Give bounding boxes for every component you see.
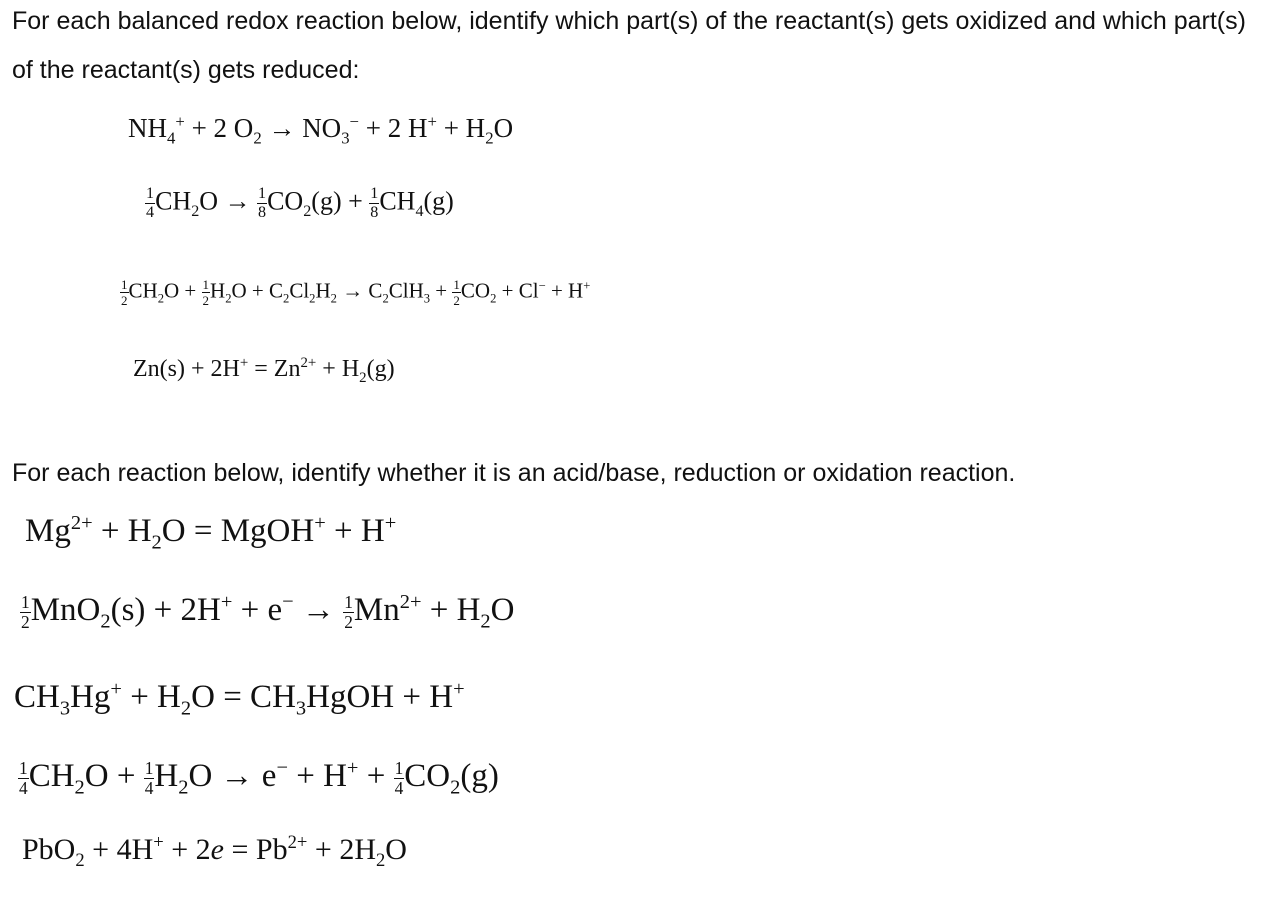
equation-formaldehyde-oxidation: $\frac{1}{4}$ $CH_2O$ + $\frac{1}{4}$ $H_2O \to e^- + H^+$ + $\frac{1}{4}$ $CO_2(g)$ — [19, 757, 499, 799]
equation-zinc-dissolution: $Zn(s) + 2H^+ = Zn^{2+} + H_2(g)$ — [133, 355, 395, 386]
classify-instructions: For each reaction below, identify whether it is an acid/base, reduction or oxidation reaction. — [12, 459, 1016, 487]
equation-lead-dioxide-reduction: $PbO_2 + 4H^+ + 2e = Pb^{2+} + 2H_2O$ — [22, 832, 407, 871]
equation-methylmercury-hydrolysis: $CH_3Hg^+ + H_2O$ = $CH_3HgOH + H^+$ — [14, 678, 465, 720]
equation-reductive-dechlorination: $\frac{1}{2}$ $CH_2O$ + $\frac{1}{2}$ $H_2O + C_2Cl_2H_2 \to C_2ClH_3$ + $\frac{1}{2}$ $CO_2 + Cl^- + H^+$ — [121, 277, 591, 309]
equation-manganese-reduction: $\frac{1}{2}$ MnO$_2$(s) + 2H+ + e− → $\frac{1}{2}$ $Mn^{2+} + H_2O$ — [21, 591, 515, 633]
equation-methanogenesis: $\frac{1}{4}$ $CH_2O$ → $\frac{1}{8}$ $CO_2(g)$ + $\frac{1}{8}$ $CH_4(g)$ — [146, 185, 454, 222]
redox-instructions: For each balanced redox reaction below, identify which part(s) of the reactant(s) gets oxidized and which part(s) of the reactant(s) gets reduced: — [12, 7, 1246, 84]
equation-ammonium-oxidation: $NH_4^+ + 2$ $O_2 \to NO_3^- + 2$ $H^+ + H_2O$ — [128, 112, 514, 148]
equation-magnesium-hydrolysis: $Mg^{2+} + H_2O$ = MgOH+ + H+ — [25, 512, 397, 554]
